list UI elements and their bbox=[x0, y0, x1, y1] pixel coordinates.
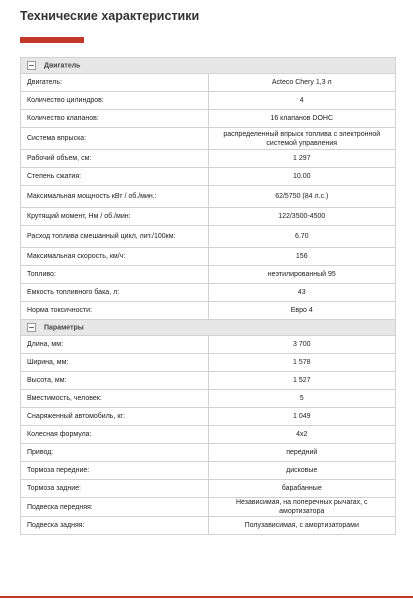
table-row bbox=[21, 480, 396, 498]
spec-label: Подвеска передняя: bbox=[21, 498, 209, 517]
spec-value: дисковые bbox=[208, 462, 396, 480]
spec-label: Норма токсичности: bbox=[21, 302, 209, 320]
table-row bbox=[21, 462, 396, 480]
section-title: Двигатель bbox=[44, 62, 81, 70]
page-title: Технические характеристики bbox=[20, 9, 200, 23]
spec-value: Acteco Chery 1,3 л bbox=[208, 74, 396, 92]
table-row bbox=[21, 226, 396, 248]
spec-value: 1 049 bbox=[208, 408, 396, 426]
table-row bbox=[21, 302, 396, 320]
spec-value: 16 клапанов DOHC bbox=[208, 110, 396, 128]
spec-value: Полузависимая, с амортизаторами bbox=[208, 517, 396, 535]
spec-value: 1 578 bbox=[208, 354, 396, 372]
spec-value: распределенный впрыск топлива с электронной системой управления bbox=[208, 128, 396, 150]
section-title: Параметры bbox=[44, 324, 84, 332]
spec-value: 5 bbox=[208, 390, 396, 408]
spec-label: Крутящий момент, Нм / об./мин: bbox=[21, 208, 209, 226]
spec-value: 4 bbox=[208, 92, 396, 110]
spec-value: барабанные bbox=[208, 480, 396, 498]
spec-value: 6.70 bbox=[208, 226, 396, 248]
spec-label: Снаряженный автомобиль, кг: bbox=[21, 408, 209, 426]
spec-label: Длина, мм: bbox=[21, 336, 209, 354]
specs-table bbox=[20, 57, 396, 535]
spec-value: 122/3500-4500 bbox=[208, 208, 396, 226]
spec-value: 62/5750 (84 л.с.) bbox=[208, 186, 396, 208]
spec-label: Рабочий объем, см: bbox=[21, 150, 209, 168]
spec-value: 43 bbox=[208, 284, 396, 302]
spec-value: 1 297 bbox=[208, 150, 396, 168]
spec-label: Тормоза передние: bbox=[21, 462, 209, 480]
spec-label: Высота, мм: bbox=[21, 372, 209, 390]
spec-label: Максимальная скорость, км/ч: bbox=[21, 248, 209, 266]
spec-label: Максимальная мощность кВт / об./мин.: bbox=[21, 186, 209, 208]
spec-value: 156 bbox=[208, 248, 396, 266]
spec-label: Топливо: bbox=[21, 266, 209, 284]
spec-value: Независимая, на поперечных рычагах, с амортизатора bbox=[208, 498, 396, 517]
table-row bbox=[21, 390, 396, 408]
spec-label: Количество клапанов: bbox=[21, 110, 209, 128]
spec-label: Система впрыска: bbox=[21, 128, 209, 150]
table-row bbox=[21, 517, 396, 535]
collapse-minus-icon[interactable] bbox=[27, 61, 36, 70]
spec-value: 10.00 bbox=[208, 168, 396, 186]
table-row bbox=[21, 408, 396, 426]
spec-value: неэтилированный 95 bbox=[208, 266, 396, 284]
table-row bbox=[21, 372, 396, 390]
spec-label: Расход топлива смешанный цикл, лит./100км: bbox=[21, 226, 209, 248]
spec-label: Вместимость, человек: bbox=[21, 390, 209, 408]
section-header-engine[interactable] bbox=[21, 58, 396, 74]
spec-label: Тормоза задние: bbox=[21, 480, 209, 498]
table-row bbox=[21, 284, 396, 302]
spec-label: Подвеска задняя: bbox=[21, 517, 209, 535]
table-row bbox=[21, 266, 396, 284]
table-row bbox=[21, 354, 396, 372]
spec-value: 4x2 bbox=[208, 426, 396, 444]
spec-label: Емкость топливного бака, л: bbox=[21, 284, 209, 302]
footer-accent-line bbox=[0, 596, 413, 598]
spec-label: Количество цилиндров: bbox=[21, 92, 209, 110]
spec-value: Евро 4 bbox=[208, 302, 396, 320]
table-row bbox=[21, 208, 396, 226]
table-row bbox=[21, 498, 396, 517]
table-row bbox=[21, 92, 396, 110]
spec-label: Двигатель: bbox=[21, 74, 209, 92]
spec-label: Привод: bbox=[21, 444, 209, 462]
section-header-parameters[interactable] bbox=[21, 320, 396, 336]
table-row bbox=[21, 168, 396, 186]
spec-value: передний bbox=[208, 444, 396, 462]
table-row bbox=[21, 186, 396, 208]
spec-value: 1 527 bbox=[208, 372, 396, 390]
table-row bbox=[21, 426, 396, 444]
table-row bbox=[21, 248, 396, 266]
table-row bbox=[21, 128, 396, 150]
table-row bbox=[21, 110, 396, 128]
spec-label: Степень сжатия: bbox=[21, 168, 209, 186]
title-accent-bar bbox=[20, 37, 84, 43]
table-row bbox=[21, 444, 396, 462]
spec-label: Колесная формула: bbox=[21, 426, 209, 444]
table-row bbox=[21, 74, 396, 92]
collapse-minus-icon[interactable] bbox=[27, 323, 36, 332]
table-row bbox=[21, 150, 396, 168]
spec-label: Ширина, мм: bbox=[21, 354, 209, 372]
table-row bbox=[21, 336, 396, 354]
spec-value: 3 700 bbox=[208, 336, 396, 354]
